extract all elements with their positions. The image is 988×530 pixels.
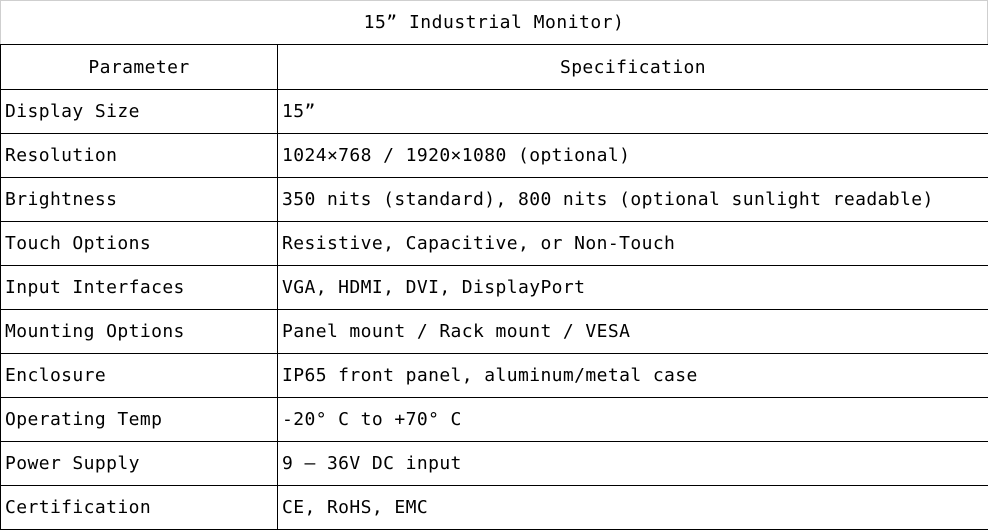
parameter-cell: Certification <box>1 486 278 530</box>
specification-cell: 1024×768 / 1920×1080 (optional) <box>278 134 988 178</box>
table-header-row <box>1 45 988 90</box>
parameter-cell: Operating Temp <box>1 398 278 442</box>
table-row <box>1 90 988 134</box>
parameter-cell: Resolution <box>1 134 278 178</box>
specification-cell: VGA, HDMI, DVI, DisplayPort <box>278 266 988 310</box>
specification-cell: 350 nits (standard), 800 nits (optional sunlight readable) <box>278 178 988 222</box>
table-row <box>1 354 988 398</box>
parameter-cell: Input Interfaces <box>1 266 278 310</box>
specification-cell: Resistive, Capacitive, or Non-Touch <box>278 222 988 266</box>
table-row <box>1 134 988 178</box>
table-title: 15” Industrial Monitor) <box>0 0 988 44</box>
specification-cell: CE, RoHS, EMC <box>278 486 988 530</box>
table-row <box>1 222 988 266</box>
parameter-cell: Display Size <box>1 90 278 134</box>
table-row <box>1 178 988 222</box>
specification-cell: 9 – 36V DC input <box>278 442 988 486</box>
parameter-cell: Touch Options <box>1 222 278 266</box>
spec-table <box>0 44 988 530</box>
parameter-cell: Enclosure <box>1 354 278 398</box>
table-row <box>1 310 988 354</box>
table-row <box>1 486 988 530</box>
specification-cell: Panel mount / Rack mount / VESA <box>278 310 988 354</box>
column-header-specification: Specification <box>278 45 988 90</box>
column-header-parameter: Parameter <box>1 45 278 90</box>
table-row <box>1 442 988 486</box>
parameter-cell: Mounting Options <box>1 310 278 354</box>
table-row <box>1 398 988 442</box>
specification-cell: 15” <box>278 90 988 134</box>
specification-cell: -20° C to +70° C <box>278 398 988 442</box>
table-row <box>1 266 988 310</box>
parameter-cell: Brightness <box>1 178 278 222</box>
specification-cell: IP65 front panel, aluminum/metal case <box>278 354 988 398</box>
parameter-cell: Power Supply <box>1 442 278 486</box>
